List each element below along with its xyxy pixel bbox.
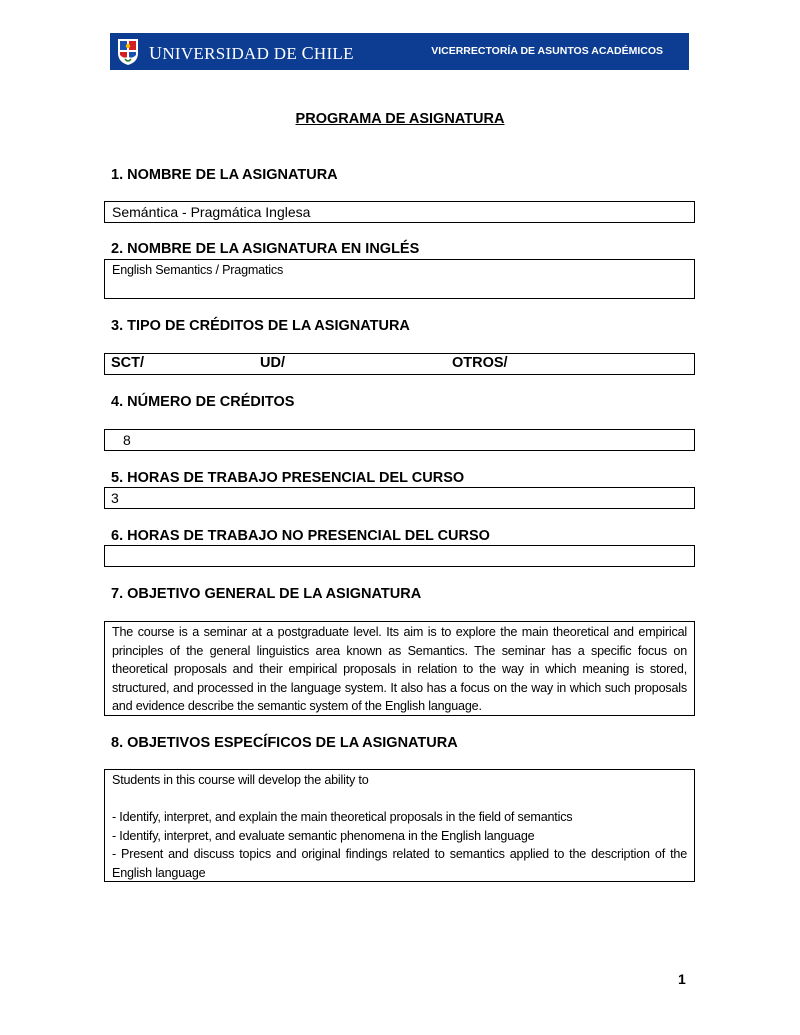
non-presential-hours-value [105, 546, 694, 548]
objectives-intro: Students in this course will develop the ability to [112, 773, 369, 787]
section-1-box [104, 201, 695, 223]
vicerrectoria-label: VICERRECTORÍA DE ASUNTOS ACADÉMICOS [431, 45, 663, 57]
section-1-heading: 1. NOMBRE DE LA ASIGNATURA [111, 167, 338, 183]
objective-item-3: - Present and discuss topics and original findings related to semantics applied to the description of the English language [112, 847, 687, 880]
otros-label: OTROS/ [452, 355, 508, 371]
university-name: UNIVERSIDAD DE CHILE [149, 43, 354, 63]
page-number: 1 [678, 971, 686, 987]
section-3-box [104, 353, 695, 375]
objective-item-1: - Identify, interpret, and explain the main theoretical proposals in the field of semantics [112, 810, 573, 825]
presential-hours-value: 3 [111, 490, 119, 506]
section-3-heading: 3. TIPO DE CRÉDITOS DE LA ASIGNATURA [111, 318, 410, 334]
course-name-value: Semántica - Pragmática Inglesa [112, 204, 311, 220]
general-objective-text: The course is a seminar at a postgraduate level. Its aim is to explore the main theoretical and empirical principles of the general linguistics area known as Semantics. The seminar has a specific focus on theoretical proposals and their empirical proposals in relation to the way in which meaning is stored, structured, and processed in the language system. It also has a focus on the way in which such proposals and evidence describe the semantic system of the English language. [112, 625, 687, 714]
english-name-value: English Semantics / Pragmatics [112, 263, 284, 277]
section-4-box [104, 429, 695, 451]
section-8-box [104, 769, 695, 882]
objective-item-2: - Identify, interpret, and evaluate semantic phenomena in the English language [112, 828, 535, 843]
section-5-heading: 5. HORAS DE TRABAJO PRESENCIAL DEL CURSO [111, 470, 465, 486]
specific-objectives-list [105, 770, 694, 884]
section-8-heading: 8. OBJETIVOS ESPECÍFICOS DE LA ASIGNATURA [111, 735, 458, 751]
page-title: PROGRAMA DE ASIGNATURA [295, 111, 505, 127]
sct-label: SCT/ [111, 355, 145, 371]
university-crest-icon [116, 37, 140, 66]
section-5-box [104, 487, 695, 509]
credits-value: 8 [123, 432, 131, 448]
section-6-heading: 6. HORAS DE TRABAJO NO PRESENCIAL DEL CURSO [111, 528, 490, 544]
section-6-box [104, 545, 695, 567]
section-7-heading: 7. OBJETIVO GENERAL DE LA ASIGNATURA [111, 586, 422, 602]
header-banner [110, 33, 689, 70]
section-2-heading: 2. NOMBRE DE LA ASIGNATURA EN INGLÉS [111, 241, 420, 257]
section-2-box [104, 259, 695, 299]
section-7-box [104, 621, 695, 716]
ud-label: UD/ [260, 355, 285, 371]
section-4-heading: 4. NÚMERO DE CRÉDITOS [111, 394, 295, 410]
